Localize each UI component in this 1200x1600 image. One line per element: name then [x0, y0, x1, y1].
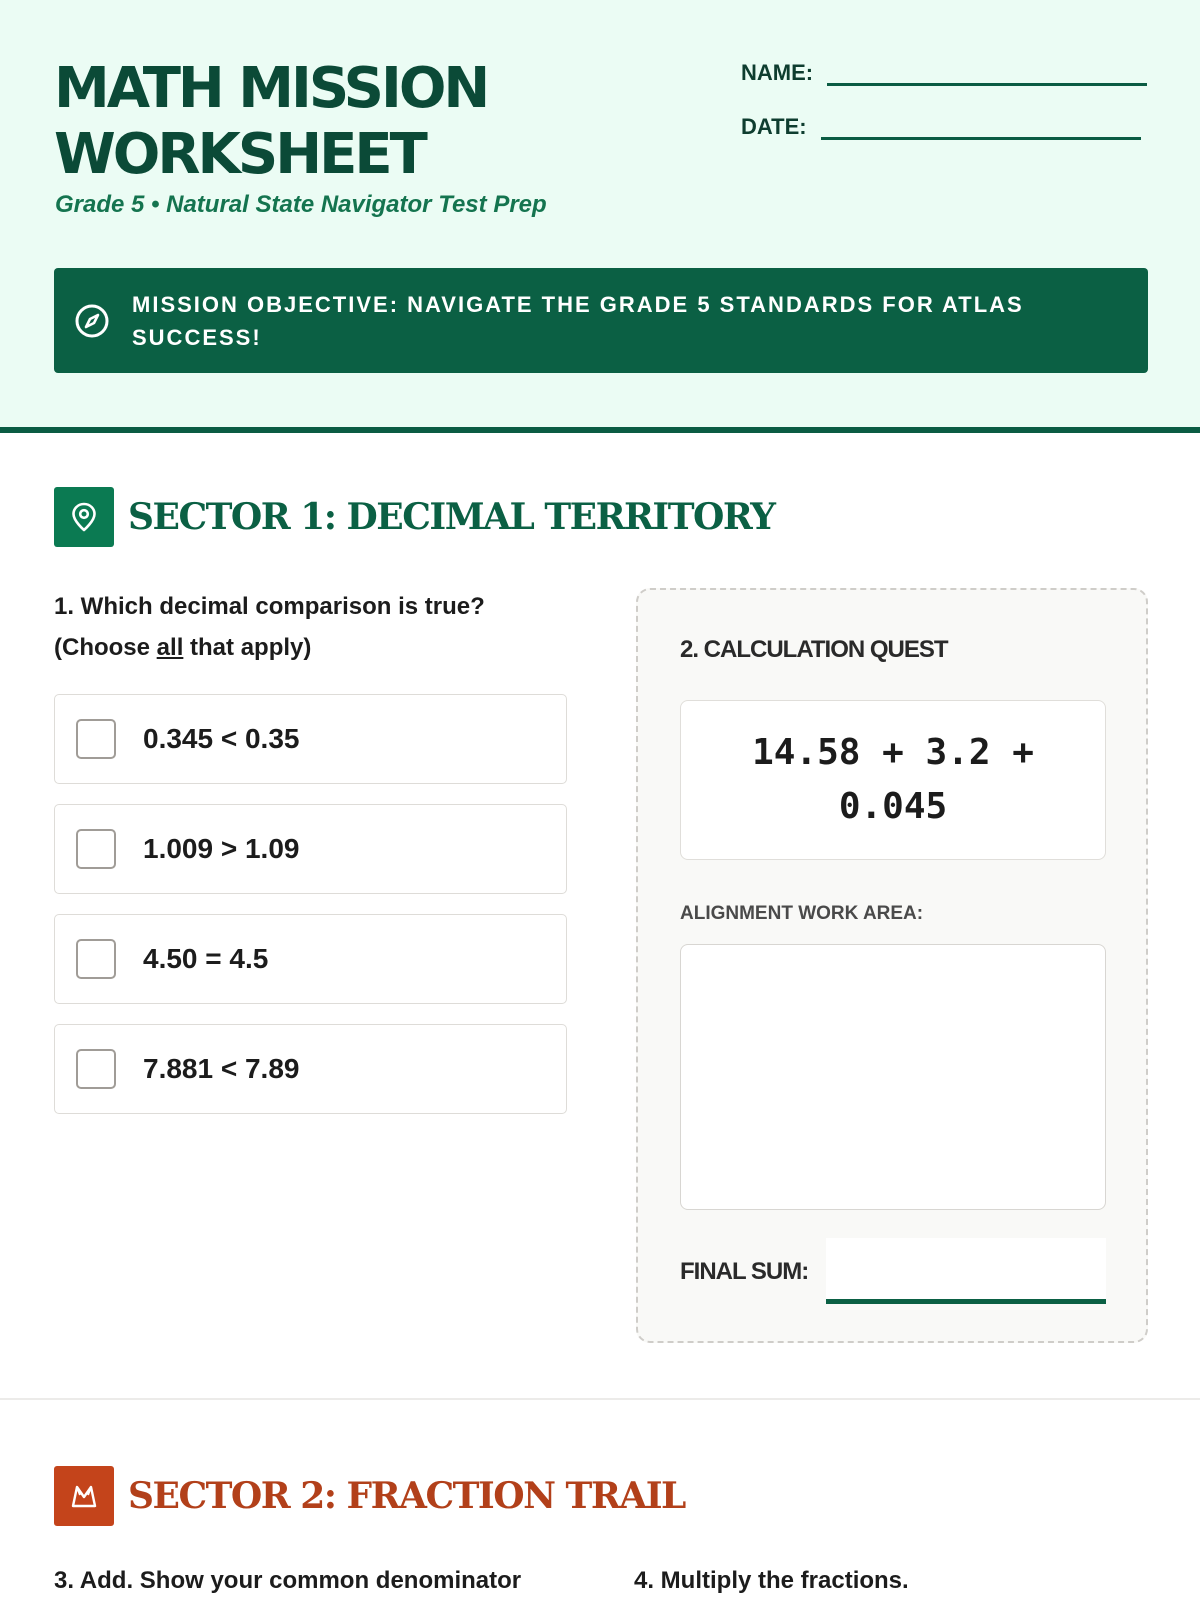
alignment-work-area[interactable]: [680, 944, 1106, 1210]
q1-option-1[interactable]: [54, 694, 567, 784]
sector-2-badge: [54, 1466, 114, 1526]
sector-2-title: SECTOR 2: FRACTION TRAIL: [128, 1475, 685, 1517]
checkbox[interactable]: [76, 1049, 116, 1089]
q1-option-2[interactable]: [54, 804, 567, 894]
question-1-prompt: 1. Which decimal comparison is true? (Choose all that apply): [54, 593, 485, 661]
calculation-quest-panel: [636, 588, 1148, 1343]
compass-icon: [74, 303, 110, 339]
option-label: 4.50 = 4.5: [143, 943, 269, 974]
worksheet-subtitle: Grade 5 • Natural State Navigator Test Prep: [55, 191, 547, 218]
q1-option-3[interactable]: [54, 914, 567, 1004]
option-label: 0.345 < 0.35: [143, 723, 300, 754]
worksheet-title: MATH MISSION WORKSHEET: [54, 56, 488, 187]
name-field[interactable]: [741, 60, 1147, 86]
sector-1-title: SECTOR 1: DECIMAL TERRITORY: [128, 496, 775, 538]
date-field[interactable]: [741, 114, 1141, 140]
checkbox[interactable]: [76, 939, 116, 979]
final-sum-input[interactable]: [826, 1238, 1106, 1304]
name-label: NAME:: [741, 60, 814, 85]
problem-expression: 14.58 + 3.2 + 0.045: [752, 732, 1034, 827]
date-line[interactable]: [821, 137, 1141, 140]
date-label: DATE:: [741, 114, 807, 139]
mission-objective-banner: [54, 268, 1148, 373]
option-label: 1.009 > 1.09: [143, 833, 300, 864]
checkbox[interactable]: [76, 829, 116, 869]
section-divider: [0, 1398, 1200, 1400]
option-label: 7.881 < 7.89: [143, 1053, 300, 1084]
worksheet-header: [0, 0, 1200, 433]
q1-option-4[interactable]: [54, 1024, 567, 1114]
question-4-prompt: 4. Multiply the fractions.: [634, 1567, 909, 1594]
final-sum-label: FINAL SUM:: [680, 1258, 809, 1285]
name-line[interactable]: [827, 83, 1147, 86]
work-area-label: ALIGNMENT WORK AREA:: [680, 903, 924, 924]
mountain-icon: [68, 1481, 100, 1511]
map-pin-icon: [69, 501, 99, 533]
problem-box: [680, 700, 1106, 860]
sector-1-badge: [54, 487, 114, 547]
checkbox[interactable]: [76, 719, 116, 759]
sector-2-heading: [54, 1466, 685, 1526]
objective-text: MISSION OBJECTIVE: NAVIGATE THE GRADE 5 STANDARDS FOR ATLAS SUCCESS!: [132, 291, 1024, 350]
question-3-prompt: 3. Add. Show your common denominator: [54, 1567, 522, 1594]
question-2-title: 2. CALCULATION QUEST: [680, 636, 948, 663]
sector-1-heading: [54, 487, 774, 547]
